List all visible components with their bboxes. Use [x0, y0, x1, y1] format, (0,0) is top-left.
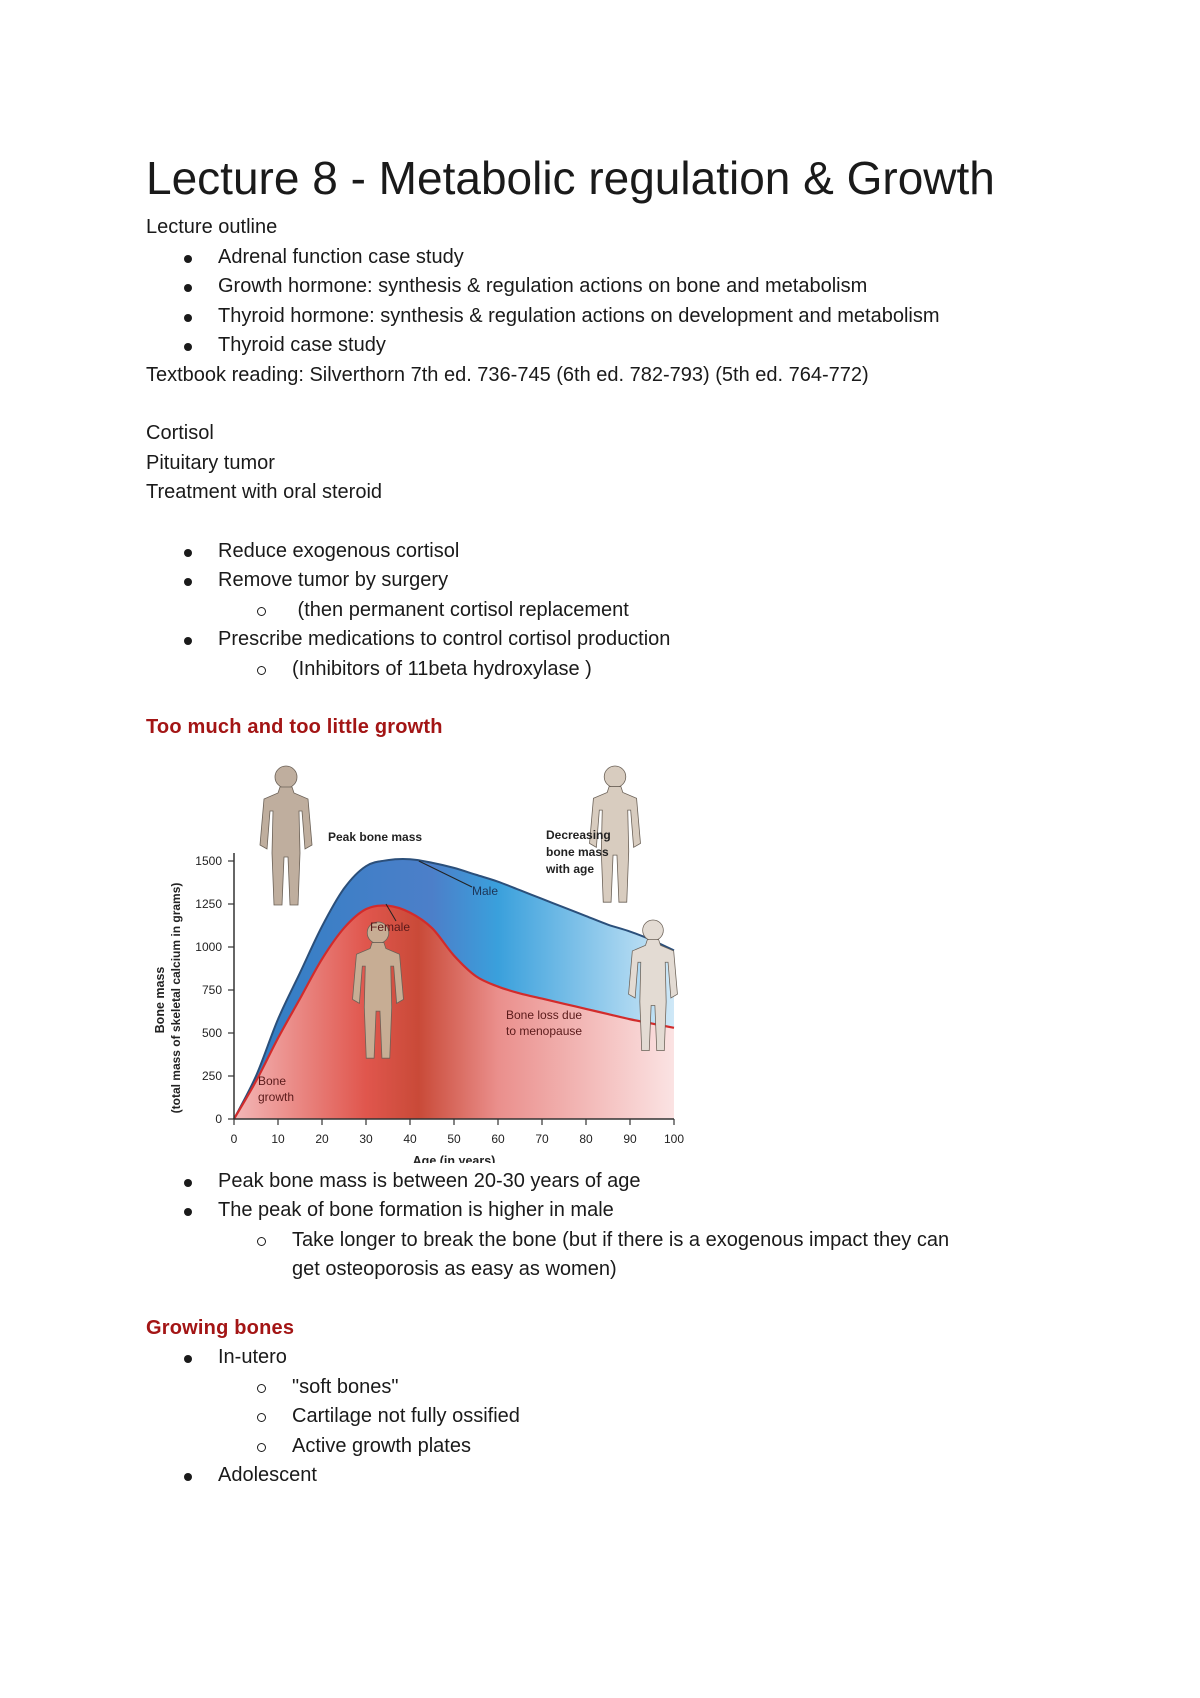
peak-bone-mass-label: Peak bone mass — [328, 829, 423, 844]
section-heading: Too much and too little growth — [146, 716, 443, 738]
sub-list-item: Cartilage not fully ossified — [146, 1402, 1076, 1432]
spacer — [146, 1285, 1076, 1314]
x-tick-label: 0 — [230, 1131, 238, 1146]
bone-growth-label: growth — [258, 1089, 295, 1104]
x-tick-label: 50 — [447, 1131, 461, 1146]
y-axis-label: Bone mass — [153, 966, 167, 1033]
chart-svg — [146, 749, 712, 1163]
older-female-figure-head — [643, 919, 664, 940]
bone-mass-list — [146, 1167, 1076, 1285]
male-label: Male — [472, 883, 499, 898]
x-tick-label: 30 — [359, 1131, 373, 1146]
document-content — [146, 148, 1076, 1491]
x-tick-label: 90 — [623, 1131, 637, 1146]
outline-list — [146, 243, 1076, 361]
list-item: Adolescent — [146, 1461, 1076, 1491]
growing-bones-list — [146, 1343, 1076, 1491]
case-line: Cortisol — [146, 422, 214, 444]
x-tick-label: 60 — [491, 1131, 505, 1146]
x-tick-label: 40 — [403, 1131, 417, 1146]
sub-list-item-line1: Take longer to break the bone (but if there is a exogenous impact they can — [292, 1228, 950, 1251]
textbook-reading: Textbook reading: Silverthorn 7th ed. 736-745 (6th ed. 782-793) (5th ed. 764-772) — [146, 363, 869, 386]
case-line: Pituitary tumor — [146, 451, 275, 474]
list-item: In-utero — [146, 1343, 1076, 1373]
female-label: Female — [370, 919, 411, 934]
list-item: Prescribe medications to control cortisol production — [146, 625, 1076, 655]
y-tick-label: 0 — [215, 1111, 222, 1126]
older-male-figure-head — [604, 765, 626, 787]
y-tick-label: 250 — [201, 1068, 222, 1083]
list-item: Thyroid hormone: synthesis & regulation actions on development and metabolism — [146, 302, 1076, 332]
y-axis-sublabel: (total mass of skeletal calcium in grams) — [169, 882, 183, 1113]
case-line: Treatment with oral steroid — [146, 481, 383, 503]
x-tick-label: 10 — [271, 1131, 285, 1146]
section-heading: Growing bones — [146, 1316, 295, 1339]
outline-label: Lecture outline — [146, 216, 278, 238]
sub-list-item: (Inhibitors of 11beta hydroxylase ) — [146, 655, 1076, 685]
decreasing-label: bone mass — [546, 844, 609, 859]
y-tick-label: 1250 — [195, 896, 222, 911]
bone-loss-label: to menopause — [506, 1023, 583, 1038]
spacer — [146, 390, 1076, 419]
y-tick-label: 500 — [201, 1025, 222, 1040]
spacer — [146, 684, 1076, 713]
list-item: Growth hormone: synthesis & regulation actions on bone and metabolism — [146, 272, 1076, 302]
list-item: Adrenal function case study — [146, 243, 1076, 273]
y-tick-label: 750 — [201, 982, 222, 997]
x-tick-label: 100 — [663, 1131, 685, 1146]
list-item: Remove tumor by surgery — [146, 566, 1076, 596]
list-item: The peak of bone formation is higher in male — [146, 1196, 1076, 1226]
sub-list-item: (then permanent cortisol replacement — [146, 596, 1076, 626]
adult-male-figure-head — [275, 766, 297, 788]
sub-list-item: Active growth plates — [146, 1432, 1076, 1462]
x-tick-label: 20 — [315, 1131, 329, 1146]
x-tick-label: 70 — [535, 1131, 549, 1146]
page-title: Lecture 8 - Metabolic regulation & Growth — [146, 152, 995, 204]
x-tick-label: 80 — [579, 1131, 593, 1146]
y-tick-label: 1000 — [195, 939, 222, 954]
treatment-list — [146, 537, 1076, 685]
sub-list-item — [146, 1226, 1076, 1285]
x-axis-label: Age (in years) — [412, 1153, 496, 1163]
list-item: Reduce exogenous cortisol — [146, 537, 1076, 567]
spacer — [146, 508, 1076, 537]
bone-loss-label: Bone loss due — [506, 1007, 583, 1022]
bone-growth-label: Bone — [258, 1073, 287, 1088]
list-item: Thyroid case study — [146, 331, 1076, 361]
decreasing-label: with age — [546, 861, 595, 876]
sub-list-item-line2: get osteoporosis as easy as women) — [292, 1258, 617, 1280]
sub-list-item: "soft bones" — [146, 1373, 1076, 1403]
y-tick-label: 1500 — [195, 853, 222, 868]
decreasing-label: Decreasing — [546, 827, 611, 842]
bone-mass-chart — [146, 749, 712, 1163]
list-item: Peak bone mass is between 20-30 years of age — [146, 1167, 1076, 1197]
